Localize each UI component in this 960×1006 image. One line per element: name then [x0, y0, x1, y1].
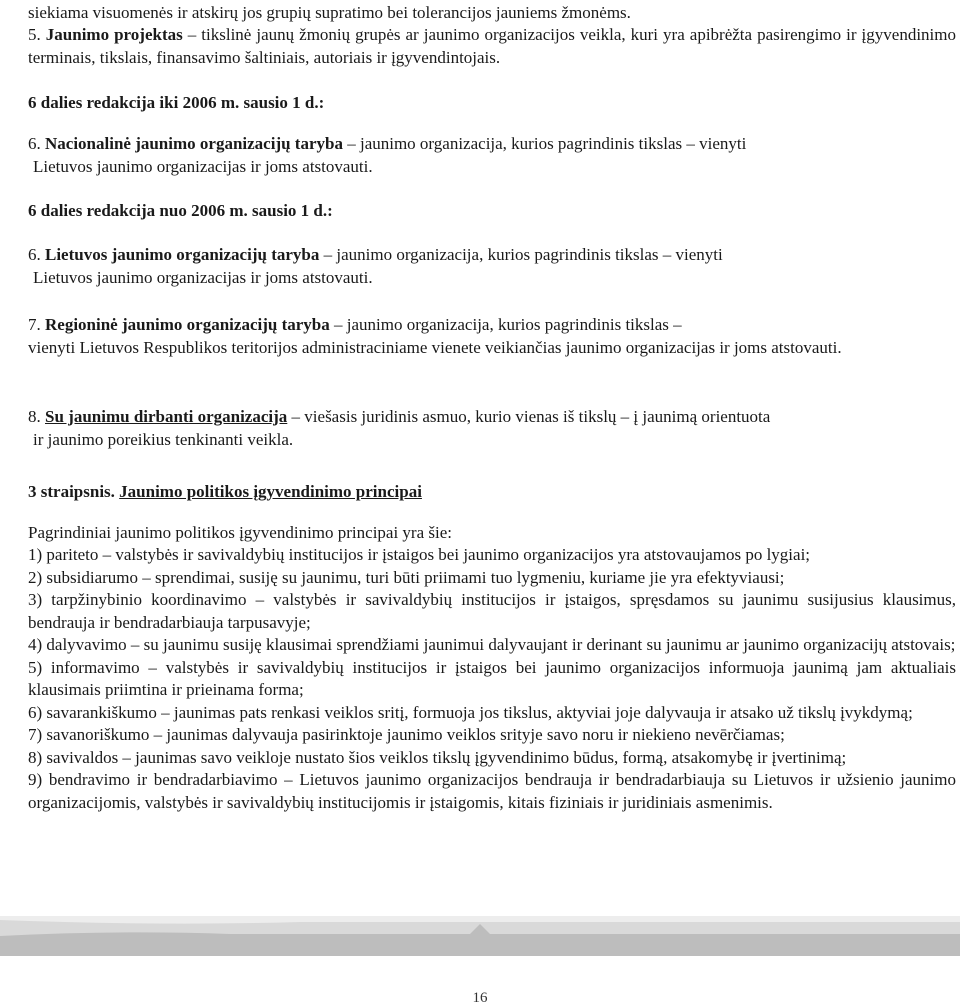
- footer-wave-graphic: [0, 916, 960, 956]
- article-title: Jaunimo politikos įgyvendinimo principai: [119, 482, 422, 501]
- term-nacionaline-taryba: Nacionalinė jaunimo organizacijų taryba: [45, 134, 343, 153]
- definition-item-7: [28, 314, 956, 359]
- page-number: 16: [472, 990, 488, 1006]
- footer-decoration: [0, 916, 960, 956]
- definition-text: – viešasis juridinis asmuo, kurio vienas iš tikslų – į jaunimą orientuota: [287, 407, 771, 426]
- term-lietuvos-taryba: Lietuvos jaunimo organizacijų taryba: [45, 245, 320, 264]
- principle-item: 5) informavimo – valstybės ir savivaldybių institucijos ir įstaigos bei jaunimo organizacijos informuoja jaunimą jam aktualiais klausimais priimtina ir prieinama forma;: [28, 657, 956, 699]
- definition-text: – jaunimo organizacija, kurios pagrindinis tikslas –: [329, 315, 682, 334]
- principle-item: 6) savarankiškumo – jaunimas pats renkasi veiklos sritį, formuoja jos tikslus, aktyviai joje dalyvauja ir atsako už tikslų įvykdymą;: [28, 702, 913, 722]
- definition-continuation: ir jaunimo poreikius tenkinanti veikla.: [33, 429, 294, 449]
- redaction-heading-1: 6 dalies redakcija iki 2006 m. sausio 1 d.:: [28, 93, 325, 112]
- item-number: 6.: [28, 134, 41, 153]
- item-number: 8.: [28, 407, 41, 426]
- redaction-heading-2: 6 dalies redakcija nuo 2006 m. sausio 1 d.:: [28, 201, 333, 220]
- principle-item: 4) dalyvavimo – su jaunimu susiję klausimai sprendžiami jaunimui dalyvaujant ir derinant su jaunimu ar jaunimo organizacijų atstovais;: [28, 635, 956, 654]
- paragraph-line1: siekiama visuomenės ir atskirų jos grupių supratimo bei tolerancijos jauniems žmonėms.: [28, 3, 631, 22]
- term-regionine-taryba: Regioninė jaunimo organizacijų taryba: [45, 315, 330, 334]
- principle-item: 1) pariteto – valstybės ir savivaldybių institucijos ir įstaigos bei jaunimo organizacijos yra atstovaujamos po lygiai;: [28, 545, 811, 564]
- term-su-jaunimu-dirbanti: Su jaunimu dirbanti organizacija: [45, 407, 288, 426]
- definition-text: – jaunimo organizacija, kurios pagrindinis tikslas – vienyti: [342, 134, 747, 153]
- definition-item-6b: [28, 244, 956, 289]
- definition-item-5: [28, 24, 956, 69]
- term-jaunimo-projektas: Jaunimo projektas: [45, 25, 183, 44]
- definition-item-8: [28, 406, 956, 451]
- definition-continuation: Lietuvos jaunimo organizacijas ir joms atstovauti.: [33, 267, 373, 287]
- principles-intro: Pagrindiniai jaunimo politikos įgyvendinimo principai yra šie:: [28, 523, 452, 542]
- article-number: 3 straipsnis.: [28, 482, 115, 501]
- item-number: 6.: [28, 245, 41, 264]
- principle-item: 7) savanoriškumo – jaunimas dalyvauja pasirinktoje jaunimo veiklos srityje savo noru ir niekieno nevērčiamas;: [28, 725, 785, 744]
- item-number: 5.: [28, 25, 41, 44]
- definition-text: – jaunimo organizacija, kurios pagrindinis tikslas – vienyti: [319, 245, 723, 264]
- principle-item: 8) savivaldos – jaunimas savo veikloje nustato šios veiklos tikslų įgyvendinimo būdus, formą, atsakomybę ir įvertinimą;: [28, 747, 847, 767]
- definition-text: – tikslinė jaunų žmonių grupės ar jaunimo organizacijos veikla, kuri yra apibrėžta pasirengimo ir įgyvendinimo terminais, tikslais, finansavimo šaltiniais, autoriais ir įgyvendintojais.: [28, 25, 956, 67]
- principle-item: 2) subsidiarumo – sprendimai, susiję su jaunimu, turi būti priimami tuo lygmeniu, kuriame jie yra efektyviausi;: [28, 567, 785, 587]
- item-number: 7.: [28, 315, 41, 334]
- definition-continuation: vienyti Lietuvos Respublikos teritorijos administraciniame vienete veikiančias jaunimo organizacijas ir joms atstovauti.: [28, 337, 842, 357]
- principles-list: [28, 544, 956, 814]
- principle-item: 3) tarpžinybinio koordinavimo – valstybės ir savivaldybių institucijos ir įstaigos, spręsdamos su jaunimu susijusius klausimus, bendrauja ir bendradarbiauja tarpusavyje;: [28, 590, 956, 632]
- principle-item: 9) bendravimo ir bendradarbiavimo – Lietuvos jaunimo organizacijos bendrauja ir bendradarbiauja su Lietuvos ir užsienio jaunimo organizacijomis, valstybės ir savivaldybių institucijomis ir įstaigomis, kitais fiziniais ir juridiniais asmenimis.: [28, 770, 956, 812]
- article-3-heading: [28, 481, 956, 504]
- definition-item-6a: [28, 133, 956, 178]
- definition-continuation: Lietuvos jaunimo organizacijas ir joms atstovauti.: [33, 156, 373, 176]
